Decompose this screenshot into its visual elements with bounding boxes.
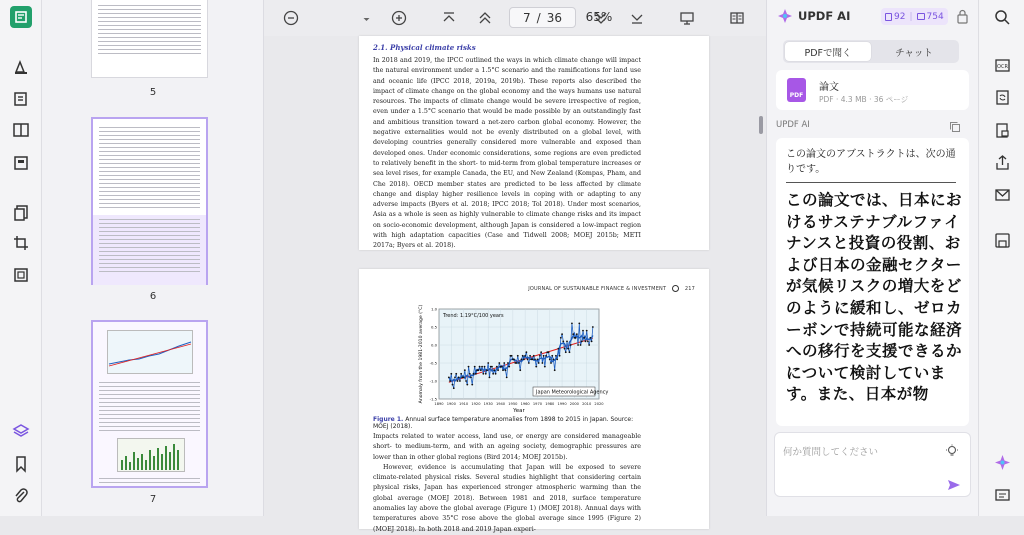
thumbnail-label: 6 [149, 291, 157, 302]
data-point [569, 351, 571, 353]
data-point [540, 351, 542, 353]
question-placeholder: 何か質問してください [783, 447, 879, 458]
zoom-out-button[interactable] [282, 9, 300, 27]
data-point [548, 351, 550, 353]
data-point [585, 341, 587, 343]
bookmark-icon[interactable] [10, 453, 32, 475]
data-point [460, 373, 462, 375]
running-header [528, 285, 695, 292]
data-point [517, 355, 519, 357]
data-point [498, 362, 500, 364]
data-point [591, 341, 593, 343]
data-point [479, 366, 481, 368]
data-point [589, 337, 591, 339]
presentation-icon[interactable] [678, 9, 696, 27]
protect-icon[interactable] [992, 120, 1012, 140]
first-page-button[interactable] [440, 9, 458, 27]
data-point [470, 377, 472, 379]
data-point [559, 355, 561, 357]
data-point [519, 369, 521, 371]
data-point [538, 362, 540, 364]
ai-mode-tabs [783, 40, 959, 63]
data-point [459, 380, 461, 382]
y-tick-label: 1.0 [430, 306, 437, 312]
updf-ai-icon[interactable] [992, 452, 1012, 472]
y-tick-label: -1.5 [429, 396, 437, 402]
data-point [586, 330, 588, 332]
data-point [583, 337, 585, 339]
token-counter[interactable]: 92 | 754 [881, 8, 948, 25]
data-point [469, 373, 471, 375]
ocr-icon[interactable] [992, 55, 1012, 75]
x-tick-label: 1950 [508, 402, 518, 406]
data-point [468, 366, 470, 368]
data-point [572, 333, 574, 335]
image-icon [917, 13, 925, 20]
data-point [475, 373, 477, 375]
data-point [449, 380, 451, 382]
stamp-icon[interactable] [10, 264, 32, 286]
data-point [525, 351, 527, 353]
x-axis-label: Year [513, 408, 525, 414]
data-point [551, 355, 553, 357]
data-point [527, 359, 529, 361]
data-point [496, 366, 498, 368]
current-page: 7 [523, 10, 531, 25]
journal-name: JOURNAL OF SUSTAINABLE FINANCE & INVESTMENT [528, 286, 667, 292]
section-title: 2.1. Physical climate risks [373, 43, 476, 52]
data-point [537, 359, 539, 361]
plot-area [439, 309, 599, 399]
token-icon [885, 13, 892, 21]
attachment-icon[interactable] [10, 485, 32, 507]
y-tick-label: -0.5 [429, 360, 437, 366]
thumbnail-page-7[interactable] [91, 320, 208, 488]
data-point [570, 344, 572, 346]
y-tick-label: 0.0 [430, 342, 437, 348]
pdf-page [359, 36, 709, 250]
ai-title: UPDF AI [798, 9, 851, 23]
data-point [484, 366, 486, 368]
data-point [492, 373, 494, 375]
data-point [529, 355, 531, 357]
data-point [534, 359, 536, 361]
x-tick-label: 2020 [594, 402, 604, 406]
data-point [575, 337, 577, 339]
data-point [522, 355, 524, 357]
x-tick-label: 1890 [434, 402, 444, 406]
page-number: 217 [684, 286, 695, 292]
y-axis-label: Anomaly from the 1981-2010 average (°C) [419, 304, 424, 404]
data-point [466, 384, 468, 386]
data-point [502, 369, 504, 371]
form-icon[interactable] [10, 152, 32, 174]
copy-icon[interactable] [949, 118, 961, 137]
data-point [482, 373, 484, 375]
data-point [524, 355, 526, 357]
data-point [450, 373, 452, 375]
data-point [550, 362, 552, 364]
journal-logo-icon [672, 285, 679, 292]
last-page-button[interactable] [628, 9, 646, 27]
document-name: 論文 [819, 82, 839, 93]
data-point [592, 326, 594, 328]
data-point [587, 341, 589, 343]
thumbnail-label: 7 [149, 494, 157, 505]
data-point [567, 348, 569, 350]
x-tick-label: 1910 [459, 402, 469, 406]
previous-page-button[interactable] [476, 9, 494, 27]
data-point [508, 366, 510, 368]
data-point [539, 355, 541, 357]
data-point [581, 341, 583, 343]
comment-tool-icon[interactable] [10, 56, 32, 78]
data-point [505, 369, 507, 371]
data-point [503, 362, 505, 364]
data-point [543, 355, 545, 357]
data-point [532, 359, 534, 361]
search-icon[interactable] [992, 7, 1012, 27]
zoom-level[interactable]: 65% [585, 10, 613, 24]
x-tick-label: 1900 [446, 402, 456, 406]
data-point [477, 369, 479, 371]
data-point [489, 377, 491, 379]
thumbnail-panel [42, 0, 264, 516]
token-count-1: 92 [894, 11, 906, 22]
data-point [493, 369, 495, 371]
layers-icon[interactable] [10, 421, 32, 443]
body-paragraph: Impacts related to water access, land use, or energy are considered manageable short- to medium-term, and with an ageing society, demographic pressures are lower than in other global regions (Bird 2014; MOEJ 2015b). [373, 433, 641, 461]
data-point [523, 359, 525, 361]
data-point [453, 387, 455, 389]
ai-assistant-panel [766, 0, 978, 516]
data-point [473, 373, 475, 375]
zoom-in-button[interactable] [390, 9, 408, 27]
data-point [457, 380, 459, 382]
right-toolbar [978, 0, 1024, 516]
data-point [481, 366, 483, 368]
ai-response-label: UPDF AI [776, 120, 810, 130]
page-number-field[interactable] [509, 7, 576, 28]
x-tick-label: 1920 [471, 402, 481, 406]
data-point [576, 333, 578, 335]
top-toolbar [264, 0, 766, 36]
data-point [560, 337, 562, 339]
answer-intro: この論文のアブストラクトは、次の通りです。 [786, 149, 956, 175]
divider [786, 182, 956, 183]
y-tick-label: 0.5 [430, 324, 437, 330]
data-point [557, 348, 559, 350]
data-point [555, 355, 557, 357]
trend-label: Trend: 1.19°C/100 years [443, 313, 504, 319]
document-card[interactable] [776, 70, 969, 110]
data-point [564, 348, 566, 350]
data-point [528, 362, 530, 364]
updf-ai-logo-icon [777, 8, 793, 24]
data-point [485, 373, 487, 375]
data-point [465, 380, 467, 382]
answer-text: この論文では、日本におけるサステナブルファイナンスと投資の役割、および日本の金融セクターが気候リスクの増大をどのように緩和し、ゼロカーボンで持続可能な経済への移行を支援できるかについて検討しています。また、日本が物 [786, 191, 963, 404]
data-point [553, 359, 555, 361]
pdf-file-icon: PDF [787, 78, 806, 102]
figure-caption-text: Annual surface temperature anomalies from 1898 to 2015 in Japan. Source: MOEJ (2018). [373, 416, 634, 430]
total-pages: 36 [546, 10, 562, 25]
x-tick-label: 1970 [532, 402, 543, 406]
question-input[interactable] [774, 432, 971, 497]
data-point [474, 366, 476, 368]
share-icon[interactable] [992, 152, 1012, 172]
figure-label: Figure 1. [373, 416, 404, 423]
ai-answer [776, 138, 969, 426]
left-toolbar [0, 0, 42, 516]
page-layout-icon[interactable] [728, 9, 746, 27]
body-paragraph: However, evidence is accumulating that Japan will be exposed to severe climate-related physical risks. Several studies highlight that considering certain physical risks, Japan has experienced stronger atmospheric warming than the global average (MOEJ 2018). Between 1981 and 2018, surface temperature anomalies lay above the global average (Figure 1) (MOEJ 2018). Annual days with temperatures above 35°C rose above the global average since 1995 (Figure 2) (MOEJ 2018). In both 2018 and 2019 Japan experi- [373, 463, 641, 533]
source-label: Japan Meteorological Agency [536, 389, 609, 396]
convert-icon[interactable] [992, 87, 1012, 107]
x-tick-label: 1980 [545, 402, 555, 406]
data-point [541, 362, 543, 364]
data-point [535, 366, 537, 368]
data-point [452, 384, 454, 386]
reader-mode-icon[interactable] [10, 6, 32, 28]
data-point [495, 373, 497, 375]
data-point [464, 369, 466, 371]
data-point [566, 341, 568, 343]
pdf-page [359, 269, 709, 533]
data-point [501, 366, 503, 368]
data-point [471, 384, 473, 386]
send-icon[interactable] [947, 476, 961, 495]
x-tick-label: 1960 [520, 402, 530, 406]
data-point [588, 344, 590, 346]
x-tick-label: 1990 [557, 402, 567, 406]
crop-icon[interactable] [10, 232, 32, 254]
data-point [545, 355, 547, 357]
next-page-button[interactable] [592, 9, 610, 27]
x-tick-label: 2010 [582, 402, 592, 406]
data-point [577, 344, 579, 346]
document-viewer[interactable] [264, 36, 766, 533]
thumbnail-page-6[interactable] [91, 117, 208, 285]
lock-icon[interactable] [956, 9, 969, 28]
data-point [533, 355, 535, 357]
data-point [448, 377, 450, 379]
data-point [561, 333, 563, 335]
pages-icon[interactable] [10, 202, 32, 224]
data-point [562, 341, 564, 343]
tab-ask-pdf[interactable]: PDFで聞く [785, 42, 871, 61]
feedback-icon[interactable] [992, 485, 1012, 505]
data-point [516, 362, 518, 364]
save-icon[interactable] [992, 230, 1012, 250]
data-point [507, 362, 509, 364]
data-point [480, 369, 482, 371]
data-point [487, 362, 489, 364]
data-point [458, 377, 460, 379]
page-separator: / [536, 10, 541, 25]
data-point [454, 377, 456, 379]
data-point [582, 330, 584, 332]
email-icon[interactable] [992, 184, 1012, 204]
data-point [580, 344, 582, 346]
document-meta: PDF · 4.3 MB · 36 ページ [819, 95, 909, 104]
x-tick-label: 1930 [483, 402, 493, 406]
data-point [506, 377, 508, 379]
data-point [518, 362, 520, 364]
data-point [565, 351, 567, 353]
data-point [491, 366, 493, 368]
token-count-2: 754 [926, 11, 944, 22]
data-point [486, 369, 488, 371]
thumbnail-page-5[interactable] [91, 0, 208, 78]
data-point [497, 369, 499, 371]
x-tick-label: 2000 [569, 402, 579, 406]
data-point [513, 359, 515, 361]
x-tick-label: 1940 [495, 402, 506, 406]
lightbulb-icon[interactable] [945, 443, 959, 462]
zoom-dropdown-icon[interactable] [360, 10, 372, 28]
svg-text:OCR: OCR [996, 63, 1008, 70]
thumbnail-label: 5 [149, 87, 157, 98]
data-point [511, 355, 513, 357]
data-point [571, 323, 573, 325]
data-point [556, 359, 558, 361]
data-point [455, 373, 457, 375]
body-paragraphs [373, 432, 641, 535]
edit-pdf-icon[interactable] [10, 88, 32, 110]
data-point [544, 366, 546, 368]
ai-header [777, 8, 850, 24]
y-tick-label: -1.0 [429, 378, 437, 384]
tab-chat[interactable]: チャット [895, 47, 933, 59]
scrollbar-thumb[interactable] [759, 116, 763, 134]
data-point [549, 359, 551, 361]
body-paragraph: In 2018 and 2019, the IPCC outlined the ways in which climate change will impact the natural environment under a 1.5°C scenario and the ramifications for land use and oceanic life (IPCC 2018, 2019a, 2019b). These reports also described the impact of climate change on the global economy and the ways humans use natural resources. The impacts of climate change would be severe irrespective of region, even under a 1.5°C scenario that would be made possible by an outstandingly fast and ambitious transition toward a net-zero carbon global economy. However, the negative externalities would not be evenly distributed on a global level, with developing countries generally considered more vulnerable and exposed than developed ones. Under economic considerations, some regions are even predicted to relatively benefit in the short- to mid-term from global temperature increases or sea level rises, for example Canada, the EU, and New Zealand (Kompas, Pham, and Che 2018). OECD member states are predicted to be less affected by climate change and display higher resilience levels in coping with or adapting to any adverse impacts (Byers et al. 2018; IPCC 2018; Tol 2018). Under most scenarios, Asia as a whole is seen as highly vulnerable to climate change risks and its impact on socio-economic development, although Japan is considered a low-impact region with high adaptation capacities (Case and Tidwell 2008; MOEJ 2015b; METI 2017a; Byers et al. 2018). [373, 57, 641, 250]
data-point [554, 369, 556, 371]
data-point [578, 323, 580, 325]
data-point [521, 359, 523, 361]
figure-caption [373, 416, 643, 430]
data-point [463, 377, 465, 379]
temperature-chart [415, 304, 609, 417]
organize-icon[interactable] [10, 119, 32, 141]
